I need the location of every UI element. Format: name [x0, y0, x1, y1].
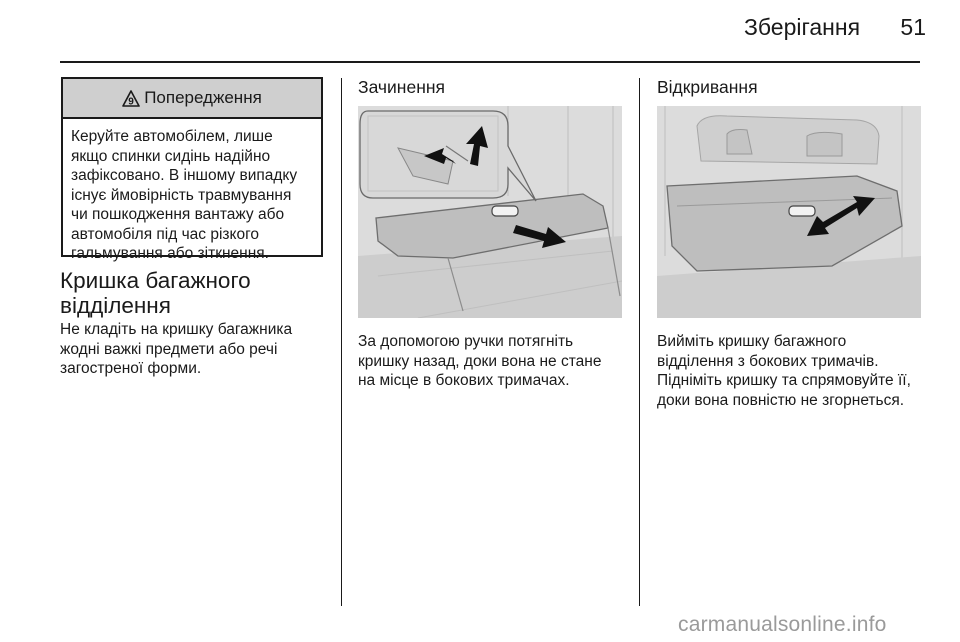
opening-line: Підніміть кришку та спрямовуйте її,	[657, 372, 911, 389]
warning-line: якщо спинки сидінь надійно	[71, 147, 271, 165]
opening-text	[657, 332, 927, 410]
section-line: жодні важкі предмети або речі	[60, 340, 278, 358]
opening-line: Вийміть кришку багажного	[657, 333, 847, 350]
warning-title: Попередження	[144, 88, 262, 107]
section-heading	[60, 268, 325, 318]
cover-handle	[492, 206, 518, 216]
header-rule	[60, 61, 920, 63]
cover-handle	[789, 206, 815, 216]
warning-line: автомобіля під час різкого	[71, 225, 260, 243]
warning-line: Керуйте автомобілем, лише	[71, 128, 273, 145]
column-divider-left	[341, 78, 342, 606]
closing-line: За допомогою ручки потягніть	[358, 333, 574, 350]
warning-box	[61, 77, 323, 262]
closing-text	[358, 332, 628, 391]
section-heading-line: Кришка багажного	[60, 268, 251, 293]
opening-line: доки вона повністю не згорнеться.	[657, 391, 905, 409]
page-number: 51	[900, 14, 926, 40]
warning-line: чи пошкодження вантажу або	[71, 206, 285, 223]
warning-triangle-icon	[122, 90, 140, 107]
closing-line: кришку назад, доки вона не стане	[358, 352, 602, 370]
warning-line: зафіксовано. В іншому випадку	[71, 167, 298, 184]
svg-text:9: 9	[128, 96, 134, 107]
section-body	[60, 320, 325, 379]
warning-text	[63, 119, 321, 272]
closing-illustration	[358, 106, 622, 318]
closing-line: на місце в бокових тримачах.	[358, 372, 570, 389]
warning-header	[63, 79, 321, 119]
opening-illustration	[657, 106, 921, 318]
section-heading-line: відділення	[60, 293, 171, 318]
warning-line: існує ймовірність травмування	[71, 186, 292, 204]
watermark: carmanualsonline.info	[678, 613, 887, 636]
page-header-title: Зберігання	[744, 14, 861, 40]
closing-title: Зачинення	[358, 77, 446, 97]
column-divider-right	[639, 78, 640, 606]
section-line: загостреної форми.	[60, 360, 202, 377]
section-line: Не кладіть на кришку багажника	[60, 321, 293, 338]
opening-line: відділення з бокових тримачів.	[657, 352, 879, 370]
opening-title: Відкривання	[657, 77, 758, 97]
warning-line: гальмування або зіткнення.	[71, 245, 269, 262]
